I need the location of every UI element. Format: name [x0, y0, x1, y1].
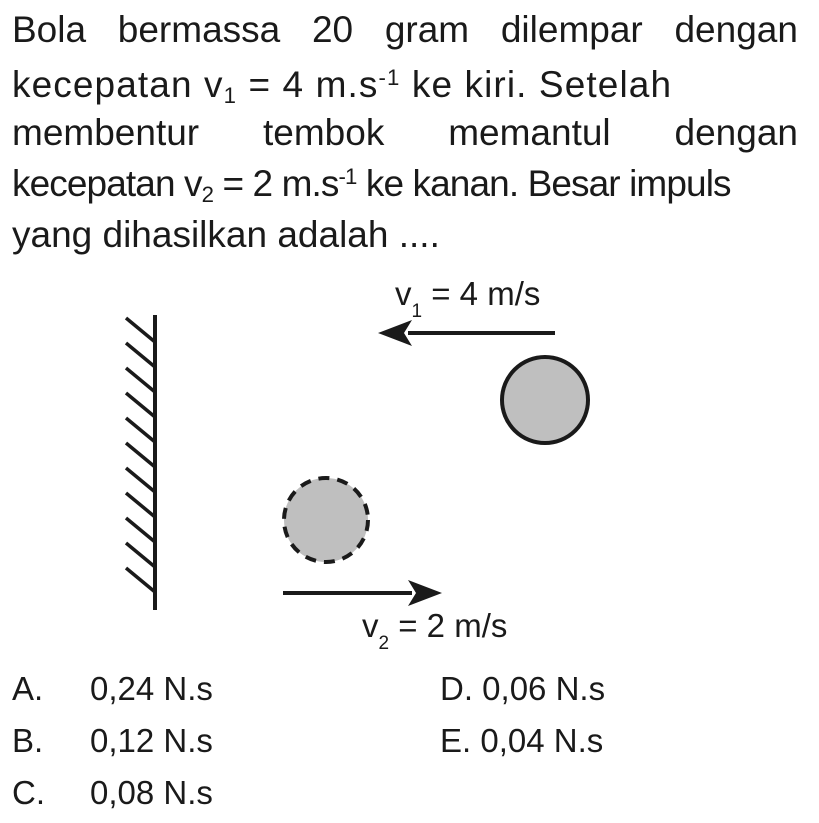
question-text: = 2 m.s: [213, 163, 339, 204]
question-text: yang dihasilkan adalah ....: [12, 214, 440, 255]
hatch-line: [126, 318, 155, 342]
question-word: bermassa: [117, 9, 281, 50]
wall-hatching: [126, 318, 155, 592]
question-text: ke kiri. Setelah: [400, 64, 673, 105]
unit-exponent: -1: [378, 64, 401, 90]
v2-label: $v_2 = 2$ m/s: [362, 607, 508, 654]
wall: [126, 315, 155, 610]
v1-arrow: [378, 320, 555, 346]
question-word: Bola: [12, 9, 87, 50]
question-line-3: [12, 113, 798, 153]
option-letter: C.: [12, 774, 45, 811]
arrow-head-right: [408, 580, 442, 606]
velocity-subscript: 2: [201, 181, 214, 207]
hatch-line: [126, 493, 155, 517]
option-letter: A.: [12, 670, 44, 707]
option-c[interactable]: [12, 774, 213, 812]
option-e[interactable]: [440, 722, 603, 760]
question-word: memantul: [448, 112, 611, 153]
v2-arrow: [283, 580, 442, 606]
option-letter: E.: [440, 722, 472, 759]
hatch-line: [126, 343, 155, 367]
option-text: 0,12 N.s: [90, 722, 213, 759]
v1-label: $v_1 = 4$ m/s: [395, 275, 541, 322]
option-letter: B.: [12, 722, 44, 759]
question-word: dengan: [674, 9, 798, 50]
option-d[interactable]: [440, 670, 605, 708]
question-word: dengan: [674, 112, 798, 153]
question-line-1: [12, 10, 798, 50]
hatch-line: [126, 568, 155, 592]
arrow-head-left: [378, 320, 412, 346]
hatch-line: [126, 393, 155, 417]
collision-figure: [0, 270, 819, 660]
hatch-line: [126, 368, 155, 392]
question-word: membentur: [12, 112, 200, 153]
question-text: = 4 m.s: [237, 64, 379, 105]
hatch-line: [126, 443, 155, 467]
ball-before: [502, 357, 588, 443]
question-line-2: [12, 64, 798, 108]
hatch-line: [126, 468, 155, 492]
velocity-subscript: 1: [223, 82, 238, 108]
option-letter: D.: [440, 670, 473, 707]
question-line-4: [12, 163, 798, 207]
ball-after: [284, 478, 368, 562]
option-text: 0,08 N.s: [90, 774, 213, 811]
unit-exponent: -1: [338, 163, 357, 189]
question-word: gram: [384, 9, 470, 50]
option-text: 0,06 N.s: [482, 670, 606, 707]
hatch-line: [126, 518, 155, 542]
option-text: 0,04 N.s: [480, 722, 604, 759]
question-word: dilempar: [500, 9, 643, 50]
question-word: 20: [311, 9, 354, 50]
option-b[interactable]: [12, 722, 213, 760]
hatch-line: [126, 418, 155, 442]
question-text: kecepatan v: [12, 163, 202, 204]
option-a[interactable]: [12, 670, 213, 708]
question-line-5: [12, 215, 798, 255]
question-word: tembok: [263, 112, 385, 153]
option-text: 0,24 N.s: [90, 670, 213, 707]
question-text: kecepatan v: [12, 64, 224, 105]
hatch-line: [126, 543, 155, 567]
question-text: ke kanan. Besar impuls: [356, 163, 731, 204]
